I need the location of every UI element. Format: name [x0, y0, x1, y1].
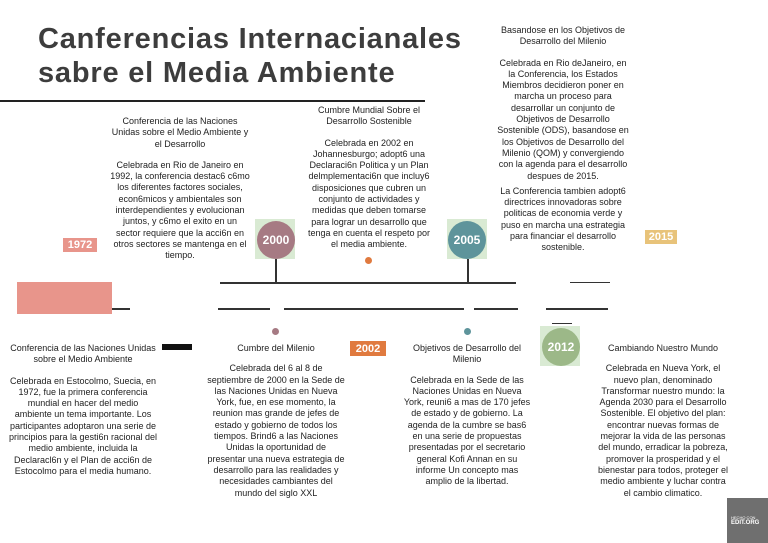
event-2015-heading: Cambiando Nuestro Mundo [607, 343, 719, 353]
event-1972-heading: Conferencia de las Naciones Unidas sobre el Medio Ambiente [10, 343, 156, 365]
year-1972-label: 1972 [67, 239, 93, 251]
year-2005-dot [464, 328, 471, 335]
year-2000-label: 2000 [262, 233, 290, 247]
timeline-segment [474, 308, 518, 310]
year-2012-circle [542, 328, 580, 366]
edit-org-logo[interactable] [727, 498, 768, 543]
event-1992-body: Celebrada en Rio de Janeiro en 1992, la conferencia destac6 c6mo los diferentes factores sociales, econ6micos y ambientales son interdependientes y evolucionan juntos, y c6mo el exito en un sector requiere que la acci6n en otros sectores se mantenga en el tiempo. [110, 159, 250, 261]
event-2000-body: Celebrada del 6 al 8 de septiembre de 2000 en la Sede de las Naciones Unidas en Nueva York, fue, en ese momento, la reunion mas grande de jefes de estado y gobierno de todos los tiempos. Brind6 a las Naciones Unidas la oportunidad de presentar una nueva estrategia de desarrollo para las realidades y necesidades cambiantes del mundo del siglo XXL [207, 363, 345, 498]
year-2000-dot [272, 328, 279, 335]
year-1972-tag [63, 238, 97, 252]
event-2012-body-2: La Conferencia tambien adopt6 directrices innovadoras sobre politicas de economia verde y puso en marcha una estrategia para financiar el desarrollo sostenible. [500, 185, 626, 253]
event-2002-heading: Cumbre Mundial Sobre el Desarrollo Sostenible [317, 105, 421, 127]
event-2005-heading: Objetivos de Desarrollo del Milenio [412, 343, 522, 365]
logo-line-2: EDIT.ORG [731, 519, 760, 526]
event-1972-lower [8, 343, 158, 481]
event-1992-heading: Conferencia de las Naciones Unidas sobre el Medio Ambiente y el Desarrollo [111, 116, 249, 149]
connector-2005 [467, 258, 469, 282]
year-2005-circle [448, 221, 486, 259]
event-2002-upper [304, 105, 434, 255]
timeline-segment [378, 282, 516, 284]
year-2015-tag [645, 230, 677, 244]
event-2002-body: Celebrada en 2002 en Johannesburgo; adopt6 una Declaraci6n Politica y un Plan delmplementaci6n que incluy6 disposiciones que cubren un conjunto de actividades y medidas que deben tomarse para lograr un desarrollo que tenga en cuenta el respeto por el media ambiente. [307, 137, 431, 250]
year-2005-label: 2005 [453, 233, 481, 247]
title-underline [0, 100, 425, 102]
timeline-segment [552, 323, 572, 324]
title-line-2: sabre el Media Ambiente [38, 57, 396, 89]
year-2002-tag [350, 341, 386, 356]
logo-line-1: HECHO CON [731, 514, 756, 520]
event-2012-heading: Basandose en los Objetivos de Desarrollo del Milenio [500, 25, 626, 47]
event-2005-body: Celebrada en la Sede de las Naciones Unidas en Nueva York, reuni6 a mas de 170 jefes de estado y de gobierno. La agenda de la cumbre se bas6 en una serie de propuestas presentadas por el secretario general Kofi Annan en su informe Un concepto mas amplio de la libertad. [403, 374, 531, 487]
event-1992-upper [110, 116, 250, 266]
event-2005-lower [402, 343, 532, 492]
timeline-segment [218, 308, 270, 310]
event-1972-body: Celebrada en Estocolmo, Suecia, en 1972, fue la primera conferencia mundial en hacer del medio ambiente un tema importante. Los participantes adoptaron una serie de principios para la gesti6n racional del medio ambiente, incluida la Declaracl6n y el Plan de acci6n de Estocolmo para el media humano. [8, 375, 158, 476]
timeline-segment [570, 282, 610, 283]
event-2012-body-1: Celebrada en Rio deJaneiro, en la Conferencia, los Estados Miembros decidieron poner en marcha un proceso para desarrollar un conjunto de Objetivos de Desarrollo Sostenible (ODS), basandose en los Objetivos de Desarrollo del Milenio (QOM) y convergiendo con la agenda para el desarrollo despues de 2015. [497, 57, 629, 181]
timeline-marker-bar [162, 344, 192, 350]
connector-2000 [275, 258, 277, 282]
event-2012-upper [496, 25, 630, 258]
page-title [38, 22, 498, 90]
event-2000-heading: Cumbre del Milenio [237, 343, 315, 353]
year-2002-dot [365, 257, 372, 264]
timeline-segment [284, 308, 464, 310]
timeline-segment [546, 308, 608, 310]
year-1972-bar [17, 282, 112, 314]
event-2015-body: Celebrada en Nueva York, el nuevo plan, denominado Transformar nuestro mundo: la Agenda 2030 para el Desarrollo Sostenible. El objetivo del plan: encontrar nuevas formas de mejorar la vida de las personas del mundo, erradicar la pobreza, promover la prosperidad y el bienestar para todos, proteger el medio ambiente y luchar contra el cambio climatico. [597, 363, 729, 498]
event-2000-lower [206, 343, 346, 503]
event-2015-lower [596, 343, 730, 503]
title-line-1: Canferencias Internacianales [38, 23, 462, 55]
year-2015-label: 2015 [648, 231, 674, 243]
year-2012-label: 2012 [547, 340, 575, 354]
year-2000-circle [257, 221, 295, 259]
year-2002-label: 2002 [355, 342, 381, 355]
